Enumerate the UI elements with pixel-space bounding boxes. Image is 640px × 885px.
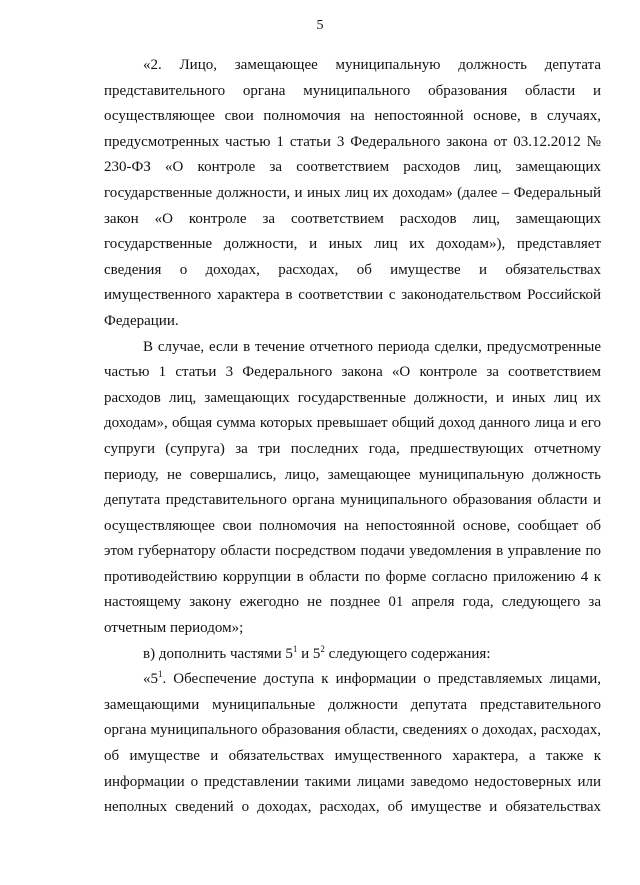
paragraph-item-2: «2. Лицо, замещающее муниципальную должность депутата представительного органа муниципального образования области и осуществляющее свои полномочия на непостоянной основе, в случаях, предусмотренных частью 1 статьи 3 Федерального закона от 03.12.2012 № 230-ФЗ «О контроле за соответствием расходов лиц, замещающих государственные должности, и иных лиц их доходам» (далее – Федеральный закон «О контроле за соответствием расходов лиц, замещающих государственные должности, и иных лиц их доходам»), представляет сведения о доходах, расходах, об имуществе и обязательствах имущественного характера в соответствии с законодательством Российской Федерации. — [104, 57, 601, 329]
text-fragment: следующего содержания: — [324, 645, 491, 662]
document-body — [104, 53, 601, 821]
text-fragment: . Обеспечение доступа к информации о представляемых лицами, замещающими муниципальные должности депутата представительного органа муниципального образования области, сведениях о доходах, расходах, об имуществе и обязательствах имущественного характера, а также к информации о представлении такими лицами заведомо недостоверных или неполных сведений о доходах, расходах, об имуществе и обязательствах — [104, 671, 601, 816]
text-fragment: в) дополнить частями 5 — [143, 645, 293, 662]
superscript: 1 — [292, 643, 298, 654]
page-number: 5 — [316, 18, 324, 33]
paragraph-amend-parts — [104, 642, 601, 668]
text-fragment: и 5 — [297, 645, 321, 662]
superscript: 1 — [158, 669, 163, 680]
text-fragment: «5 — [143, 671, 158, 688]
paragraph-reporting-period: В случае, если в течение отчетного периода сделки, предусмотренные частью 1 статьи 3 Федерального закона «О контроле за соответствием расходов лиц, замещающих государственные должности, и иных лиц их доходам», общая сумма которых превышает общий доход данного лица и его супруги (супруга) за три последних года, предшествующих отчетному периоду, не совершались, лицо, замещающее муниципальную должность депутата представительного органа муниципального образования области и осуществляющее свои полномочия на непостоянной основе, сообщает об этом губернатору области посредством подачи уведомления в управление по противодействию коррупции в области по форме согласно приложению 4 к настоящему закону ежегодно не позднее 01 апреля года, следующего за отчетным периодом»; — [104, 338, 601, 637]
superscript: 2 — [320, 643, 325, 654]
paragraph-item-5-1 — [104, 667, 601, 821]
